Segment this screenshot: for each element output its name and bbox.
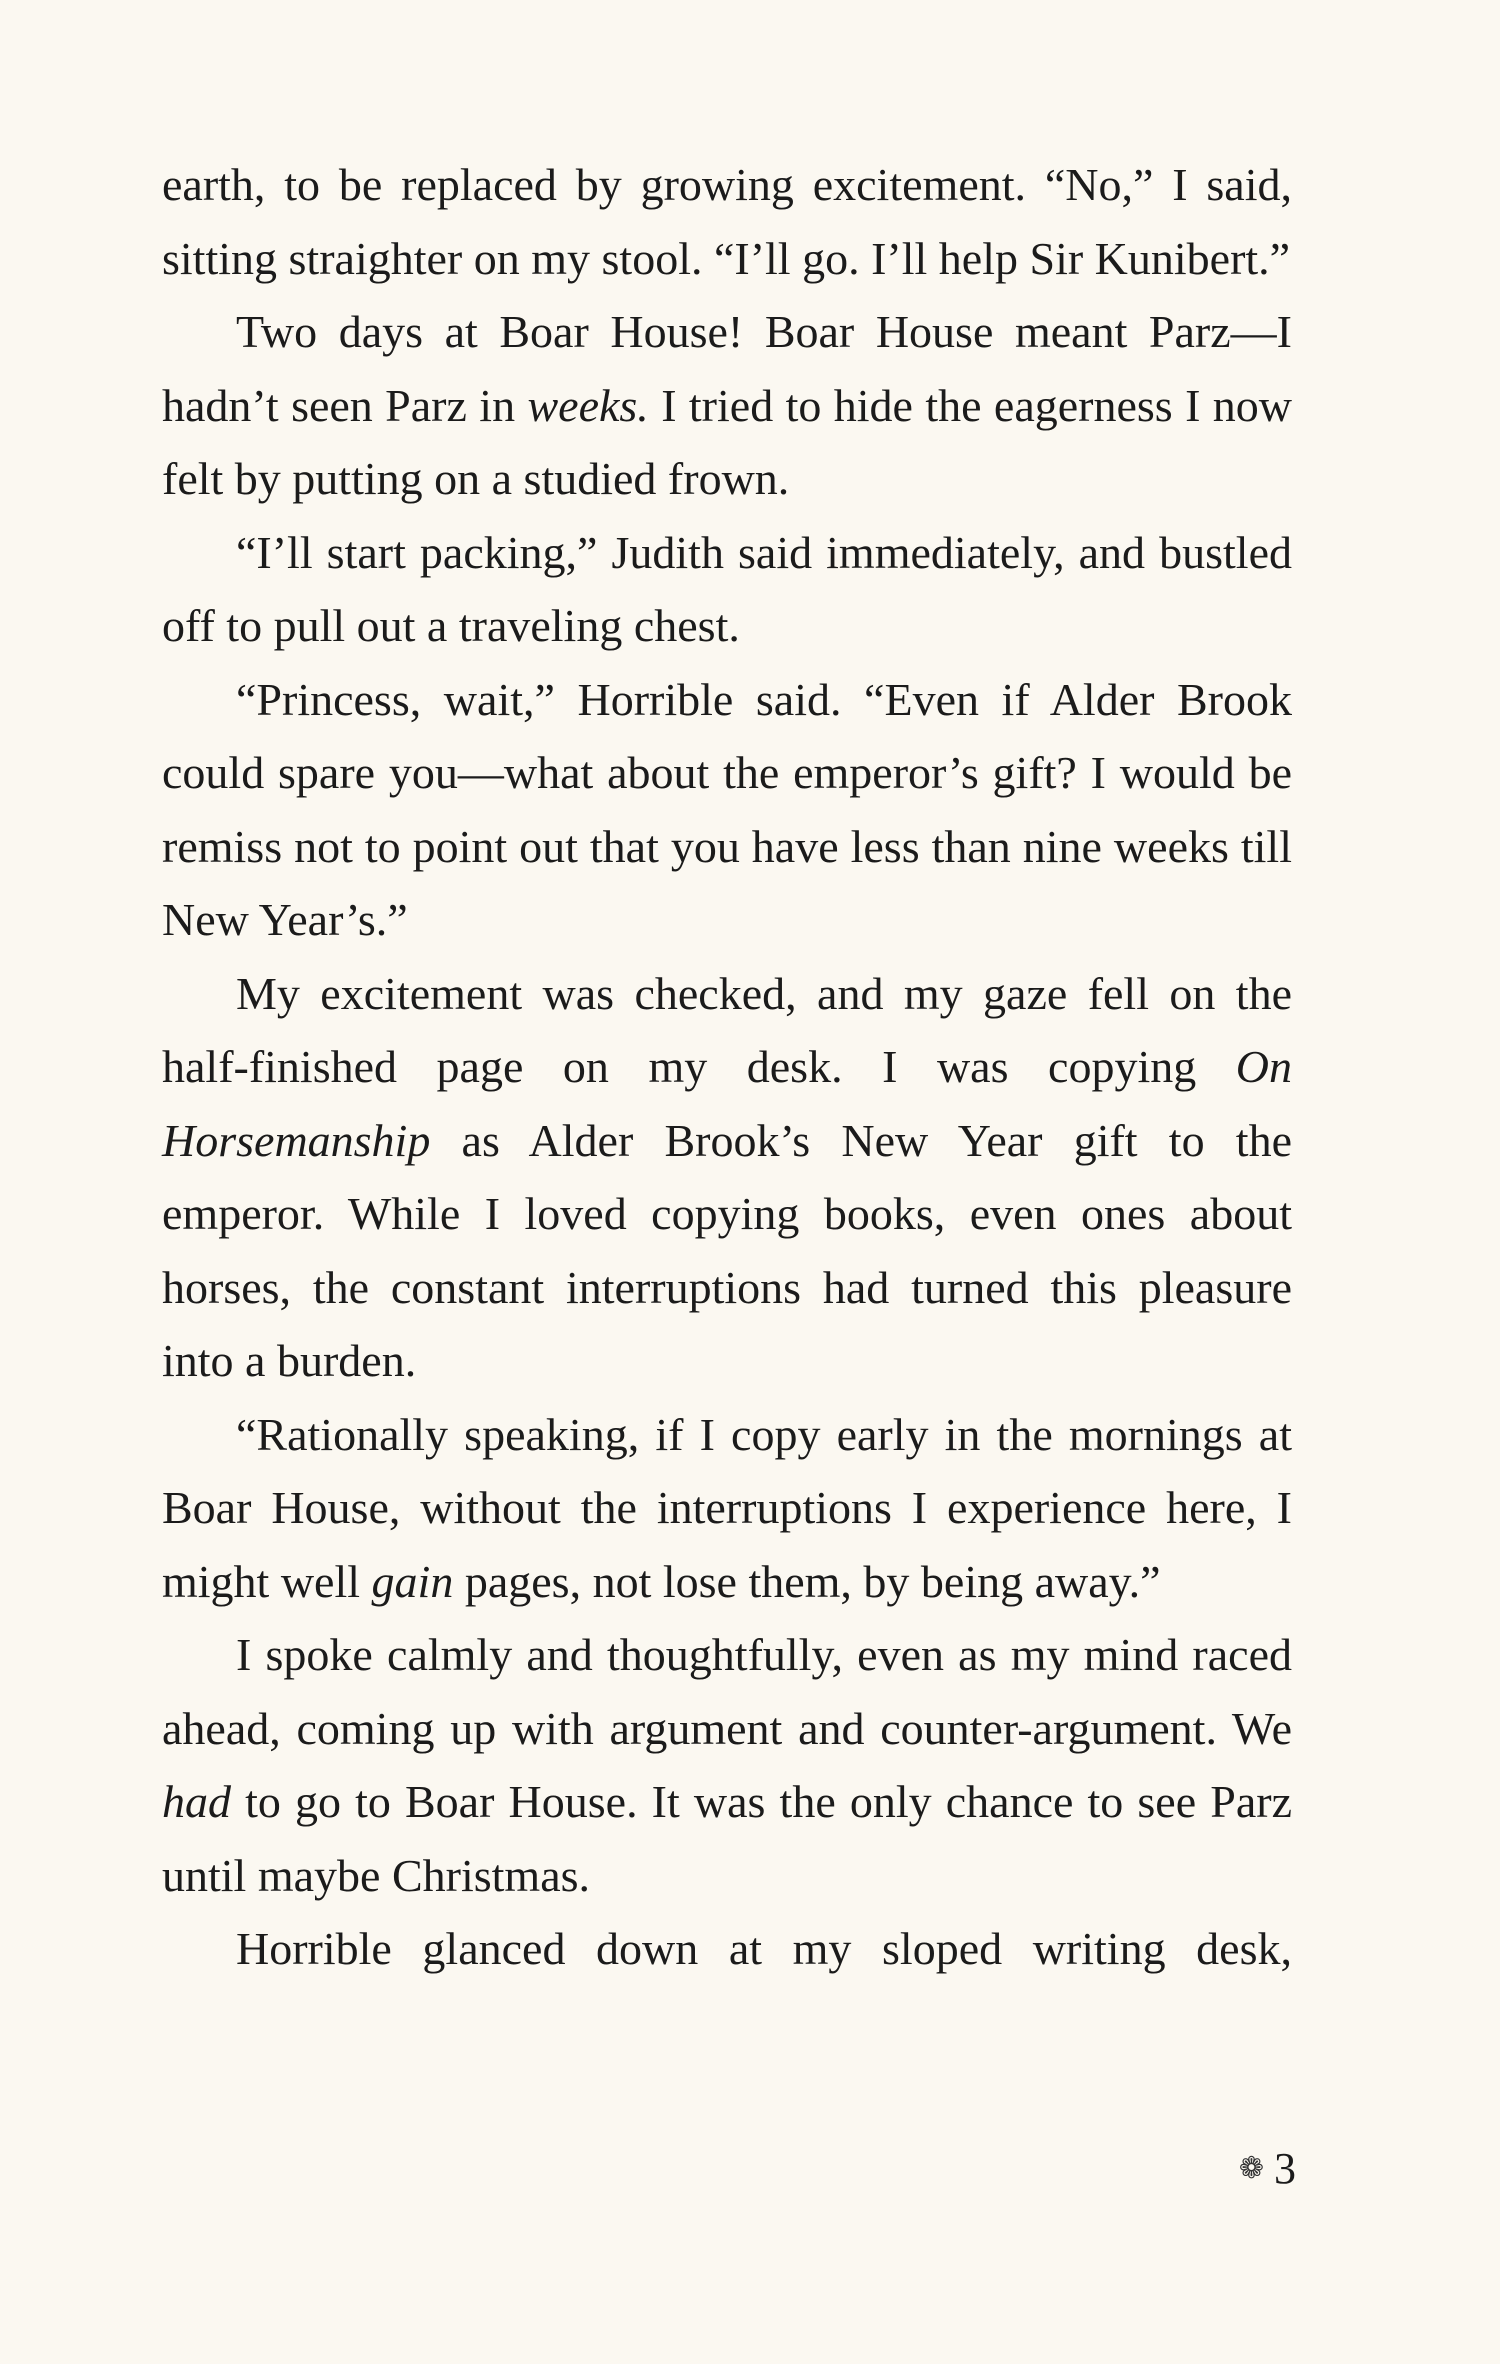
paragraph-5-text-b: as Alder Brook’s New Year gift to the emperor. While I loved copying books, even ones about horses, the constant interruptions had turned this pleasure into a burden.	[162, 1114, 1292, 1386]
paragraph-4	[162, 663, 1292, 957]
paragraph-6-text-a: “Rationally speaking, if I copy early in the mornings at Boar House, without the interruptions I experience here, I might well	[162, 1408, 1292, 1607]
paragraph-2-italic: weeks.	[527, 379, 649, 431]
paragraph-3-text: “I’ll start packing,” Judith said immediately, and bustled off to pull out a traveling chest.	[162, 526, 1292, 651]
paragraph-7	[162, 1618, 1292, 1912]
paragraph-5	[162, 957, 1292, 1398]
fleuron-ornament-icon: ❁	[1238, 2152, 1264, 2185]
paragraph-2-text-b: I tried to hide the eagerness I now felt by putting on a studied frown.	[162, 379, 1292, 504]
paragraph-6-italic: gain	[371, 1555, 454, 1607]
paragraph-5-italic: On Horsemanship	[162, 1041, 1292, 1166]
paragraph-8	[162, 1912, 1292, 1986]
paragraph-1	[162, 148, 1292, 295]
paragraph-5-text-a: My excitement was checked, and my gaze fell on the half-finished page on my desk. I was copying	[162, 967, 1292, 1092]
page-number: 3	[1274, 2144, 1296, 2193]
paragraph-1-text: earth, to be replaced by growing excitement. “No,” I said, sitting straighter on my stool. “I’ll go. I’ll help Sir Kunibert.”	[162, 159, 1292, 284]
paragraph-8-text: Horrible glanced down at my sloped writing desk,	[236, 1923, 1292, 1974]
body-text	[162, 148, 1292, 1986]
paragraph-2	[162, 295, 1292, 516]
page-footer	[1239, 2143, 1296, 2194]
paragraph-7-text-b: to go to Boar House. It was the only chance to see Parz until maybe Christmas.	[162, 1776, 1292, 1901]
paragraph-6	[162, 1398, 1292, 1619]
paragraph-7-text-a: I spoke calmly and thoughtfully, even as my mind raced ahead, coming up with argument and counter-argument. We	[162, 1629, 1292, 1754]
paragraph-4-text: “Princess, wait,” Horrible said. “Even if Alder Brook could spare you—what about the emperor’s gift? I would be remiss not to point out that you have less than nine weeks till New Year’s.”	[162, 673, 1292, 945]
paragraph-6-text-b: pages, not lose them, by being away.”	[453, 1555, 1161, 1607]
paragraph-7-italic: had	[162, 1776, 231, 1827]
paragraph-3	[162, 516, 1292, 663]
paragraph-2-text-a: Two days at Boar House! Boar House meant Parz—I hadn’t seen Parz in	[162, 306, 1292, 431]
